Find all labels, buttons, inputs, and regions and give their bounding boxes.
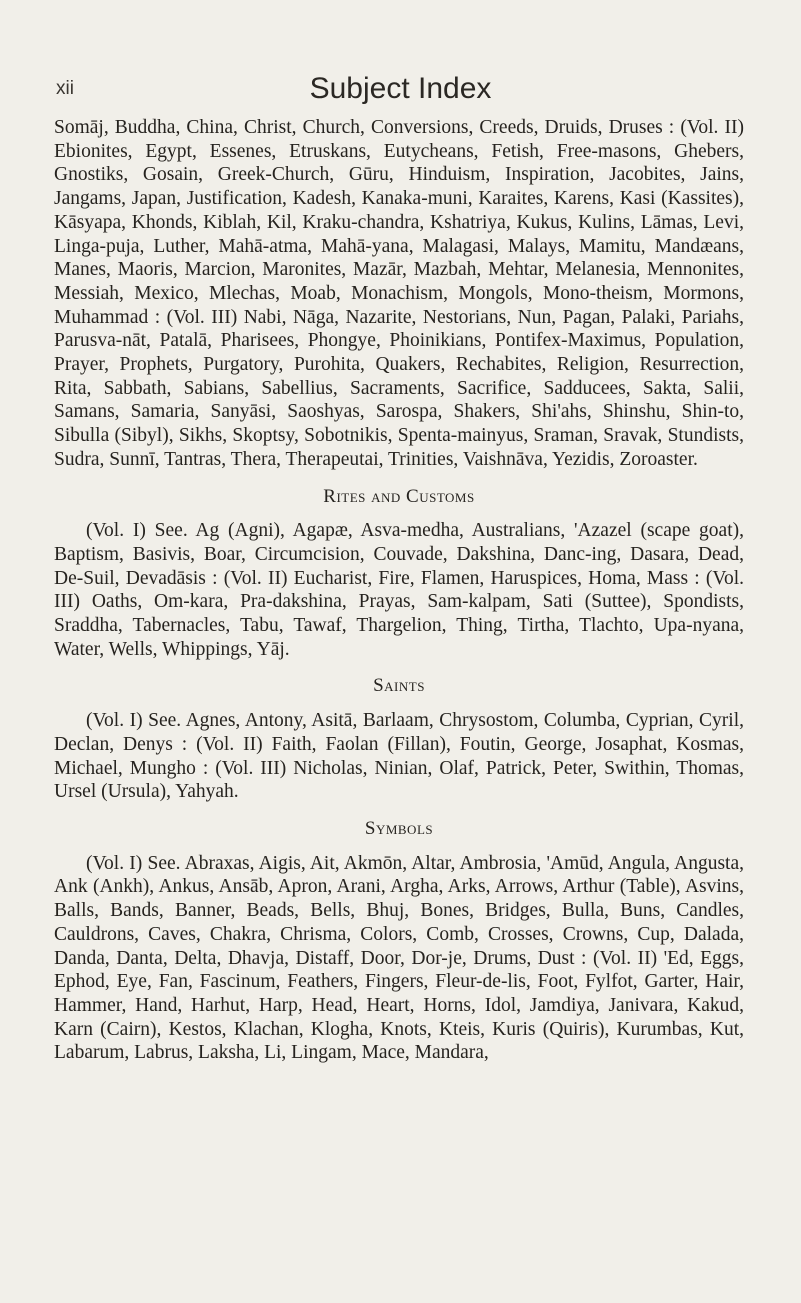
index-body — [54, 116, 744, 1065]
section-body-symbols: (Vol. I) See. Abraxas, Aigis, Ait, Akmōn, Altar, Ambrosia, 'Amūd, Angula, Angusta, Ank (Ankh), Ankus, Ansāb, Apron, Arani, Argha, Arks, Arrows, Arthur (Table), Asvins, Balls, Bands, Banner, Beads, Bells, Bhuj, Bones, Bridges, Bulla, Buns, Candles, Cauldrons, Caves, Chakra, Chrisma, Colors, Comb, Crosses, Crowns, Cup, Dalada, Danda, Danta, Delta, Dhavja, Distaff, Door, Dor-je, Drums, Dust : (Vol. II) 'Ed, Eggs, Ephod, Eye, Fan, Fascinum, Feathers, Fingers, Fleur-de-lis, Foot, Fylfot, Garter, Hair, Hammer, Hand, Harhut, Harp, Head, Heart, Horns, Idol, Jamdiya, Janivara, Kakud, Karn (Cairn), Kestos, Klachan, Klogha, Knots, Kteis, Kuris (Quiris), Kurumbas, Kut, Labarum, Labrus, Laksha, Li, Lingam, Mace, Mandara, — [54, 852, 744, 1064]
section-heading-rites: Rites and Customs — [323, 485, 475, 507]
section-body-rites: (Vol. I) See. Ag (Agni), Agapæ, Asva-medha, Australians, 'Azazel (scape goat), Baptism, Basivis, Boar, Circumcision, Couvade, Dakshina, Danc-ing, Dasara, Dead, De-Suil, Devadāsis : (Vol. II) Eucharist, Fire, Flamen, Haruspices, Homa, Mass : (Vol. III) Oaths, Om-kara, Pra-dakshina, Prayas, Sam-kalpam, Sati (Suttee), Spondists, Sraddha, Tabernacles, Tabu, Tawaf, Thargelion, Thing, Tirtha, Tlachto, Upa-nyana, Water, Wells, Whippings, Yāj. — [54, 520, 744, 660]
running-title: Subject Index — [309, 72, 492, 105]
page-header — [0, 72, 801, 112]
page-number: xii — [56, 78, 74, 99]
section-body-saints: (Vol. I) See. Agnes, Antony, Asitā, Barlaam, Chrysostom, Columba, Cyprian, Cyril, Declan, Denys : (Vol. II) Faith, Faolan (Fillan), Foutin, George, Josaphat, Kosmas, Michael, Mungho : (Vol. III) Nicholas, Ninian, Olaf, Patrick, Peter, Swithin, Thomas, Ursel (Ursula), Yahyah. — [54, 710, 744, 803]
section-heading-saints: Saints — [373, 675, 425, 697]
intro-paragraph: Somāj, Buddha, China, Christ, Church, Conversions, Creeds, Druids, Druses : (Vol. II) Ebionites, Egypt, Essenes, Etruskans, Eutycheans, Fetish, Free-masons, Ghebers, Gnostiks, Gosain, Greek-Church, Gūru, Hinduism, Inspiration, Jacobites, Jains, Jangams, Japan, Justification, Kadesh, Kanaka-muni, Karaites, Karens, Kasi (Kassites), Kāsyapa, Khonds, Kiblah, Kil, Kraku-chandra, Kshatriya, Kukus, Kulins, Lāmas, Levi, Linga-puja, Luther, Mahā-atma, Mahā-yana, Malagasi, Malays, Mamitu, Mandæans, Manes, Maoris, Marcion, Maronites, Mazār, Mazbah, Mehtar, Melanesia, Mennonites, Messiah, Mexico, Mlechas, Moab, Monachism, Mongols, Mono-theism, Mormons, Muhammad : (Vol. III) Nabi, Nāga, Nazarite, Nestorians, Nun, Pagan, Palaki, Pariahs, Parusva-nāt, Patalā, Pharisees, Phongye, Phoinikians, Pontifex-Maximus, Population, Prayer, Prophets, Purgatory, Purohita, Quakers, Rechabites, Religion, Resurrection, Rita, Sabbath, Sabians, Sabellius, Sacraments, Sacrifice, Sadducees, Sakta, Salii, Samans, Samaria, Sanyāsi, Saoshyas, Sarospa, Shakers, Shi'ahs, Shinshu, Shin-to, Sibulla (Sibyl), Sikhs, Skoptsy, Sobotnikis, Spenta-mainyus, Sraman, Sravak, Stundists, Sudra, Sunnī, Tantras, Thera, Therapeutai, Trinities, Vaishnāva, Yezidis, Zoroaster. — [54, 117, 744, 470]
section-heading-symbols: Symbols — [364, 817, 434, 839]
